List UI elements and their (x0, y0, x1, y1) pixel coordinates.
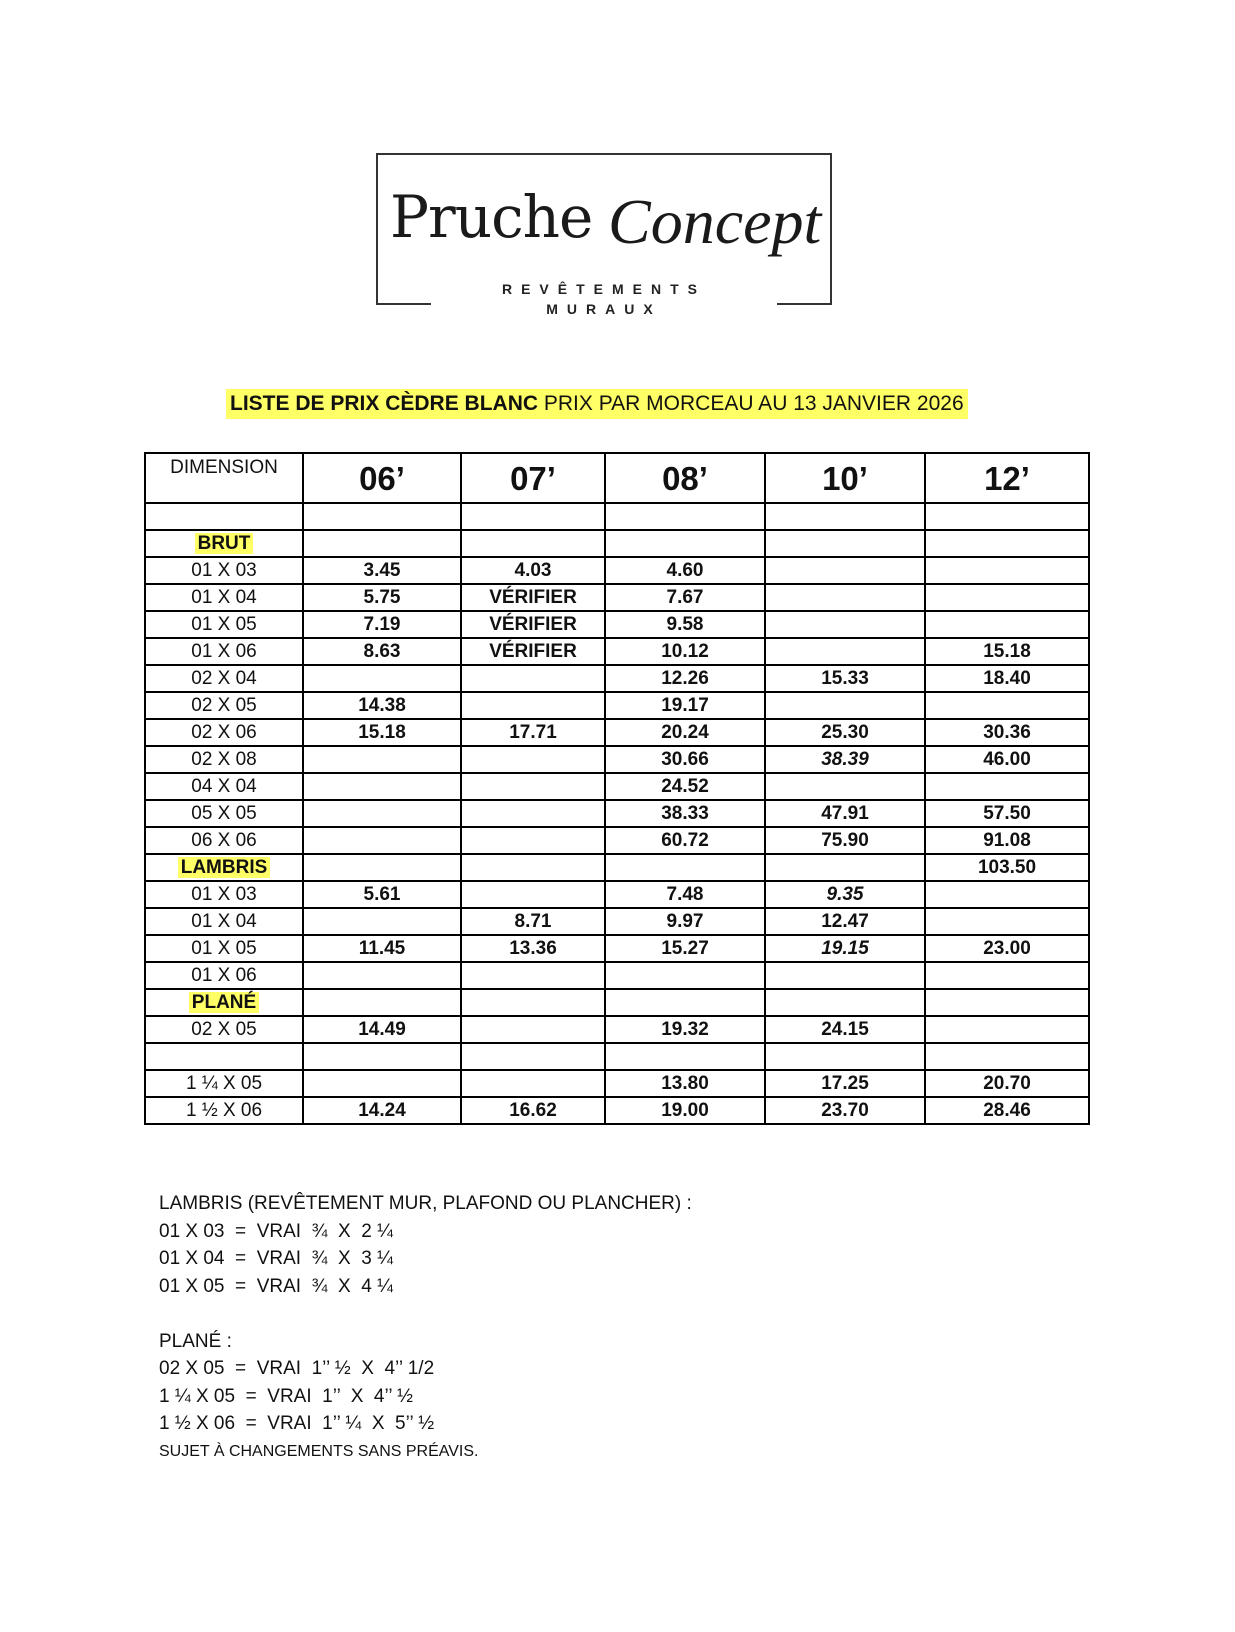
price-cell: 5.75 (303, 584, 461, 611)
price-cell (605, 962, 765, 989)
price-cell: 91.08 (925, 827, 1089, 854)
column-header-length: 08’ (605, 453, 765, 503)
price-cell: 4.60 (605, 557, 765, 584)
price-cell (765, 773, 925, 800)
price-cell: 38.39 (765, 746, 925, 773)
table-row (145, 557, 1089, 584)
price-cell: 9.35 (765, 881, 925, 908)
dimension-cell: 01 X 05 (145, 935, 303, 962)
dimension-cell: 01 X 04 (145, 584, 303, 611)
price-cell (461, 692, 605, 719)
dimension-cell: 01 X 05 (145, 611, 303, 638)
plane-note-line: 1 ¼ X 05 = VRAI 1’’ X 4’’ ½ (159, 1385, 414, 1407)
price-cell (303, 800, 461, 827)
price-cell (765, 1043, 925, 1070)
table-row (145, 1016, 1089, 1043)
price-cell: 7.48 (605, 881, 765, 908)
price-cell (461, 503, 605, 530)
price-cell (303, 827, 461, 854)
section-label: LAMBRIS (178, 857, 271, 878)
price-cell: VÉRIFIER (461, 611, 605, 638)
price-cell: 15.33 (765, 665, 925, 692)
price-cell (461, 665, 605, 692)
price-cell (765, 611, 925, 638)
price-cell: 4.03 (461, 557, 605, 584)
price-cell: 8.71 (461, 908, 605, 935)
price-cell (303, 530, 461, 557)
table-row (145, 584, 1089, 611)
disclaimer: SUJET À CHANGEMENTS SANS PRÉAVIS. (159, 1442, 479, 1460)
table-row (145, 746, 1089, 773)
price-cell (765, 503, 925, 530)
logo-word-pruche: Pruche (390, 183, 593, 251)
price-cell (461, 1043, 605, 1070)
logo-tagline: REVÊTEMENTS (501, 281, 706, 297)
logo-word-concept: Concept (608, 186, 822, 257)
price-cell (925, 962, 1089, 989)
price-cell: 9.58 (605, 611, 765, 638)
price-cell: 60.72 (605, 827, 765, 854)
price-cell: 28.46 (925, 1097, 1089, 1124)
price-cell (925, 692, 1089, 719)
price-cell (765, 557, 925, 584)
price-cell: 12.47 (765, 908, 925, 935)
price-cell (925, 557, 1089, 584)
column-header-length: 12’ (925, 453, 1089, 503)
price-cell (303, 1043, 461, 1070)
dimension-cell: 01 X 04 (145, 908, 303, 935)
price-cell (461, 962, 605, 989)
price-cell (303, 854, 461, 881)
price-cell (461, 881, 605, 908)
section-label: BRUT (195, 533, 254, 554)
section-label: PLANÉ (189, 992, 259, 1013)
price-cell: 15.18 (925, 638, 1089, 665)
price-cell: 17.25 (765, 1070, 925, 1097)
price-cell (925, 1043, 1089, 1070)
price-cell: 18.40 (925, 665, 1089, 692)
price-cell: VÉRIFIER (461, 584, 605, 611)
notes-section (159, 1190, 692, 1465)
price-cell (605, 989, 765, 1016)
price-cell (461, 827, 605, 854)
price-cell: 16.62 (461, 1097, 605, 1124)
price-cell (461, 1070, 605, 1097)
table-row (145, 719, 1089, 746)
column-header-length: 06’ (303, 453, 461, 503)
dimension-cell: 01 X 06 (145, 962, 303, 989)
dimension-cell: 02 X 05 (145, 692, 303, 719)
table-row (145, 800, 1089, 827)
table-row (145, 935, 1089, 962)
column-header-dimension: DIMENSION (145, 453, 303, 503)
price-cell (925, 1016, 1089, 1043)
price-cell (765, 638, 925, 665)
price-cell: 24.15 (765, 1016, 925, 1043)
price-cell: 30.66 (605, 746, 765, 773)
price-cell (925, 503, 1089, 530)
table-row (145, 638, 1089, 665)
price-cell: 19.00 (605, 1097, 765, 1124)
price-cell (303, 989, 461, 1016)
price-cell (461, 800, 605, 827)
spacer (159, 1300, 692, 1328)
price-cell: 15.18 (303, 719, 461, 746)
price-cell: 12.26 (605, 665, 765, 692)
table-row (145, 962, 1089, 989)
section-row (145, 989, 1089, 1016)
price-cell: 11.45 (303, 935, 461, 962)
price-cell: 25.30 (765, 719, 925, 746)
table-row (145, 692, 1089, 719)
dimension-cell: 02 X 06 (145, 719, 303, 746)
price-cell (605, 530, 765, 557)
dimension-cell: 01 X 03 (145, 881, 303, 908)
price-cell: 20.70 (925, 1070, 1089, 1097)
price-cell (925, 584, 1089, 611)
dimension-cell: 1 ¼ X 05 (145, 1070, 303, 1097)
price-cell: 13.80 (605, 1070, 765, 1097)
price-cell (765, 989, 925, 1016)
column-header-length: 07’ (461, 453, 605, 503)
price-cell: 38.33 (605, 800, 765, 827)
price-cell (461, 854, 605, 881)
price-cell: 20.24 (605, 719, 765, 746)
column-header-length: 10’ (765, 453, 925, 503)
dimension-cell: 02 X 05 (145, 1016, 303, 1043)
section-row (145, 854, 1089, 881)
price-cell: 3.45 (303, 557, 461, 584)
price-cell (605, 1043, 765, 1070)
price-cell (925, 908, 1089, 935)
title-subtitle: PRIX PAR MORCEAU AU 13 JANVIER 2026 (538, 392, 964, 415)
price-cell: 9.97 (605, 908, 765, 935)
price-cell: 14.24 (303, 1097, 461, 1124)
section-row (145, 530, 1089, 557)
plane-note-line: 1 ½ X 06 = VRAI 1’’ ¼ X 5’’ ½ (159, 1413, 435, 1434)
price-cell: 14.38 (303, 692, 461, 719)
price-cell (605, 854, 765, 881)
price-table (144, 452, 1090, 1125)
price-cell (765, 854, 925, 881)
dimension-cell: 02 X 04 (145, 665, 303, 692)
price-cell: 24.52 (605, 773, 765, 800)
price-cell: 103.50 (925, 854, 1089, 881)
price-cell (925, 989, 1089, 1016)
title-main: LISTE DE PRIX CÈDRE BLANC (230, 392, 539, 415)
price-cell (461, 746, 605, 773)
price-cell (461, 773, 605, 800)
plane-notes-heading: PLANÉ : (159, 1330, 232, 1352)
price-cell (461, 530, 605, 557)
blank-row (145, 1043, 1089, 1070)
page-title (226, 389, 968, 419)
plane-note-line: 02 X 05 = VRAI 1’’ ½ X 4’’ 1/2 (159, 1358, 435, 1379)
lambris-notes-heading: LAMBRIS (REVÊTEMENT MUR, PLAFOND OU PLANCHER) : (159, 1193, 692, 1214)
price-cell (765, 584, 925, 611)
price-cell: VÉRIFIER (461, 638, 605, 665)
table-header-row (145, 453, 1089, 503)
price-cell (925, 530, 1089, 557)
table-row (145, 827, 1089, 854)
price-cell: 7.67 (605, 584, 765, 611)
price-cell: 19.17 (605, 692, 765, 719)
logo-frame (376, 153, 832, 155)
price-cell (303, 773, 461, 800)
price-cell (461, 989, 605, 1016)
dimension-cell: 05 X 05 (145, 800, 303, 827)
price-cell: 47.91 (765, 800, 925, 827)
lambris-note-line: 01 X 04 = VRAI ¾ X 3 ¼ (159, 1248, 393, 1269)
dimension-cell (145, 503, 303, 530)
table-row (145, 881, 1089, 908)
dimension-cell: 01 X 06 (145, 638, 303, 665)
section-label-cell (145, 530, 303, 557)
price-cell: 17.71 (461, 719, 605, 746)
price-cell (925, 881, 1089, 908)
logo-tagline: MURAUX (546, 301, 662, 317)
price-cell: 23.70 (765, 1097, 925, 1124)
price-cell (303, 908, 461, 935)
price-cell: 10.12 (605, 638, 765, 665)
lambris-note-line: 01 X 05 = VRAI ¾ X 4 ¼ (159, 1275, 393, 1297)
section-label-cell (145, 854, 303, 881)
price-cell (925, 611, 1089, 638)
price-cell: 15.27 (605, 935, 765, 962)
price-cell (303, 962, 461, 989)
price-cell (765, 962, 925, 989)
company-logo (376, 153, 832, 317)
dimension-cell: 01 X 03 (145, 557, 303, 584)
price-cell (303, 665, 461, 692)
price-cell: 13.36 (461, 935, 605, 962)
price-cell (303, 746, 461, 773)
price-cell: 75.90 (765, 827, 925, 854)
price-cell (303, 503, 461, 530)
price-cell: 8.63 (303, 638, 461, 665)
price-cell (925, 773, 1089, 800)
table-row (145, 773, 1089, 800)
price-cell (765, 530, 925, 557)
price-cell: 30.36 (925, 719, 1089, 746)
table-row (145, 665, 1089, 692)
price-cell (765, 692, 925, 719)
section-label-cell (145, 989, 303, 1016)
price-cell: 14.49 (303, 1016, 461, 1043)
table-row (145, 908, 1089, 935)
price-cell: 46.00 (925, 746, 1089, 773)
dimension-cell: 04 X 04 (145, 773, 303, 800)
price-cell (605, 503, 765, 530)
dimension-cell (145, 1043, 303, 1070)
table-row (145, 1097, 1089, 1124)
dimension-cell: 06 X 06 (145, 827, 303, 854)
price-cell: 7.19 (303, 611, 461, 638)
dimension-cell: 02 X 08 (145, 746, 303, 773)
price-cell (303, 1070, 461, 1097)
dimension-cell: 1 ½ X 06 (145, 1097, 303, 1124)
table-row (145, 1070, 1089, 1097)
lambris-note-line: 01 X 03 = VRAI ¾ X 2 ¼ (159, 1220, 393, 1242)
price-cell (461, 1016, 605, 1043)
blank-row (145, 503, 1089, 530)
table-row (145, 611, 1089, 638)
price-cell: 23.00 (925, 935, 1089, 962)
price-cell: 5.61 (303, 881, 461, 908)
price-cell: 57.50 (925, 800, 1089, 827)
price-cell: 19.15 (765, 935, 925, 962)
price-cell: 19.32 (605, 1016, 765, 1043)
